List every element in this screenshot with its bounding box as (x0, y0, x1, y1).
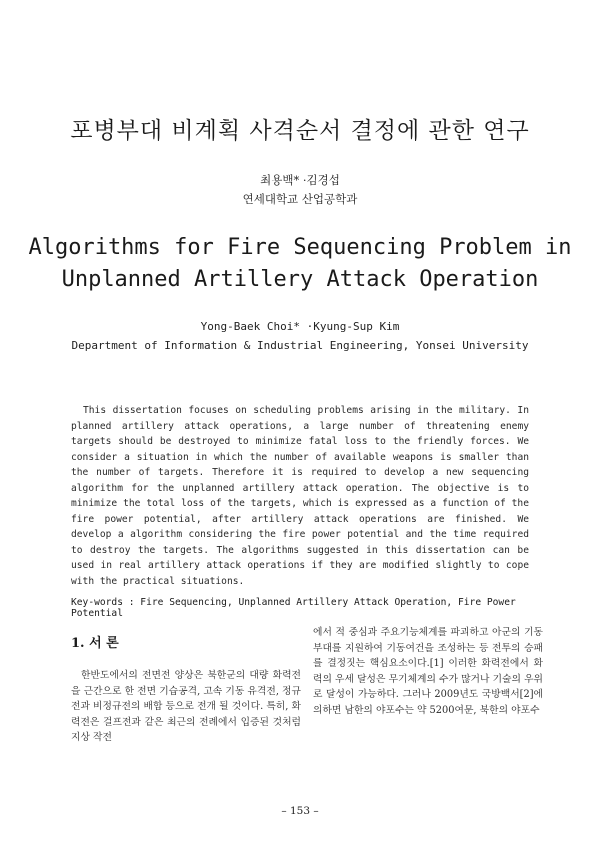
korean-authors: 최용백* ·김경섭 (260, 173, 340, 187)
english-title-line-2: Unplanned Artillery Attack Operation (61, 267, 539, 292)
korean-affiliation: 연세대학교 산업공학과 (242, 192, 358, 206)
body-column-left: 한반도에서의 전면전 양상은 북한군의 대량 화력전을 근간으로 한 전면 기습공격, 고속 기동 유격전, 정규전과 비정규전의 배합 등으로 전개 될 것이다. 특히, 화력전은 걸프전과 같은 최근의 전례에서 입증된 것처럼 지상 작전 (71, 670, 301, 743)
body-column-right: 에서 적 중심과 주요기능체계를 파괴하고 아군의 기동부대를 지원하여 기동여건을 조성하는 등 전투의 승패를 결정짓는 핵심요소이다.[1] 이러한 화력전에서 화력의 우세 달성은 무기체계의 수가 많거나 기술의 우위로 달성이 가능하다. 그러나 2009년도 국방백서[2]에 의하면 남한의 야포수는 약 5200여문, 북한의 야포수 (313, 627, 544, 716)
english-affiliation: Department of Information & Industrial Engineering, Yonsei University (71, 339, 529, 352)
english-authors: Yong-Baek Choi* ·Kyung-Sup Kim (200, 320, 400, 333)
section-heading-introduction: 1. 서 론 (71, 636, 119, 651)
abstract: This dissertation focuses on scheduling problems arising in the military. In planned artillery attack operations, a large number of threatening enemy targets should be destroyed to minimize fatal loss to the friendly forces. We consider a situation in which the number of available weapons is smaller than the number of targets. Therefore it is required to develop a new sequencing algorithm for the unplanned artillery attack operation. The objective is to minimize the total loss of the targets, which is expressed as a function of the fire power potential, after artillery attack operations are finished. We develop a algorithm considering the fire power potential and the time required to destroy the targets. The algorithms suggested in this dissertation can be used in real artillery attack operations if they are modified slightly to cope with the practical situations. (71, 405, 529, 587)
page-number: – 153 – (281, 805, 319, 817)
english-title-line-1: Algorithms for Fire Sequencing Problem in (28, 235, 572, 260)
english-title (0, 232, 600, 296)
keywords: Key-words : Fire Sequencing, Unplanned Artillery Attack Operation, Fire Power Potential (71, 597, 516, 619)
korean-title: 포병부대 비계획 사격순서 결정에 관한 연구 (70, 118, 530, 144)
